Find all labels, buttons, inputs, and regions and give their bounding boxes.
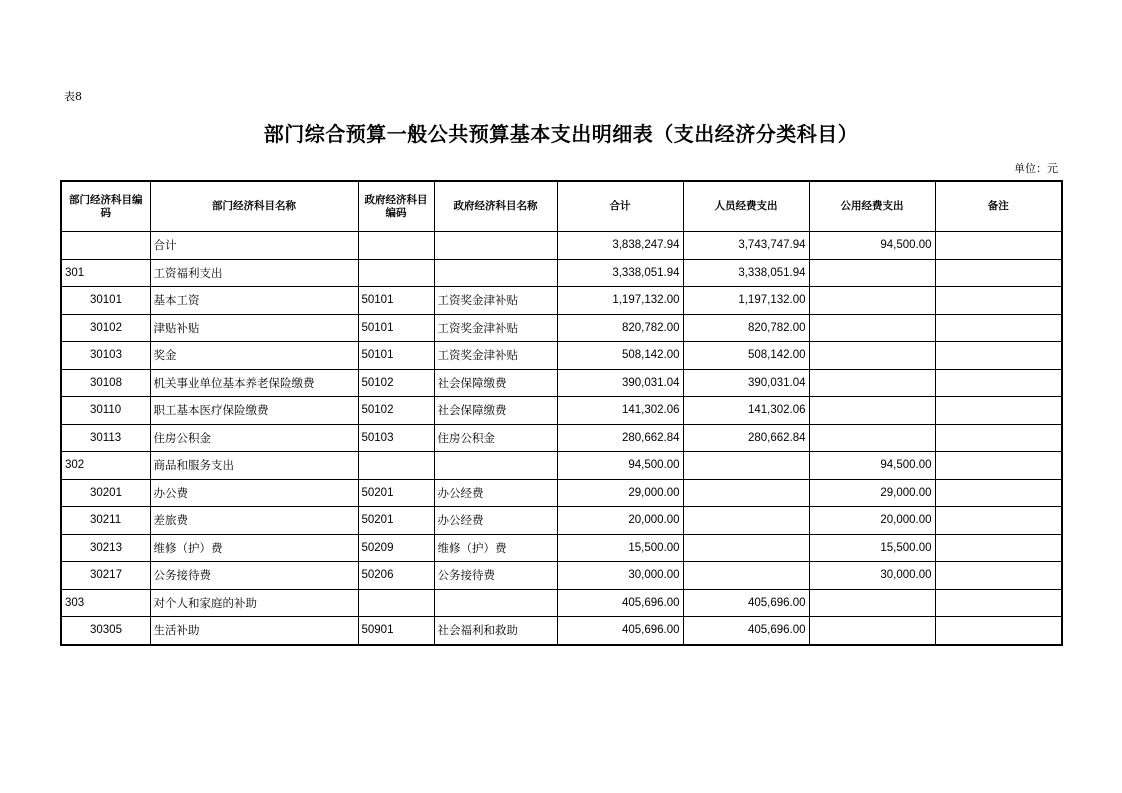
cell-dept-code: 30305 <box>61 617 150 645</box>
cell-personnel: 280,662.84 <box>683 424 809 452</box>
table-row <box>61 589 1062 617</box>
cell-dept-name: 合计 <box>150 232 358 260</box>
cell-remark <box>935 617 1062 645</box>
cell-personnel: 820,782.00 <box>683 314 809 342</box>
cell-dept-name: 奖金 <box>150 342 358 370</box>
cell-public: 94,500.00 <box>809 232 935 260</box>
table-header-row <box>61 181 1062 232</box>
cell-dept-code: 302 <box>61 452 150 480</box>
cell-public <box>809 397 935 425</box>
cell-public <box>809 259 935 287</box>
cell-remark <box>935 287 1062 315</box>
cell-remark <box>935 397 1062 425</box>
cell-public <box>809 287 935 315</box>
header-dept-code: 部门经济科目编码 <box>61 181 150 232</box>
cell-dept-name: 维修（护）费 <box>150 534 358 562</box>
cell-dept-code: 30113 <box>61 424 150 452</box>
cell-total: 29,000.00 <box>557 479 683 507</box>
table-row <box>61 424 1062 452</box>
cell-personnel: 405,696.00 <box>683 617 809 645</box>
table-row <box>61 287 1062 315</box>
cell-dept-name: 商品和服务支出 <box>150 452 358 480</box>
header-public: 公用经费支出 <box>809 181 935 232</box>
cell-dept-code: 303 <box>61 589 150 617</box>
cell-dept-code: 30103 <box>61 342 150 370</box>
cell-total: 405,696.00 <box>557 589 683 617</box>
cell-gov-name <box>434 232 557 260</box>
table-row <box>61 507 1062 535</box>
cell-dept-name: 工资福利支出 <box>150 259 358 287</box>
cell-remark <box>935 232 1062 260</box>
cell-dept-name: 差旅费 <box>150 507 358 535</box>
cell-dept-name: 津贴补贴 <box>150 314 358 342</box>
table-number: 表8 <box>64 90 82 103</box>
cell-gov-name: 公务接待费 <box>434 562 557 590</box>
cell-gov-code <box>358 452 434 480</box>
cell-remark <box>935 534 1062 562</box>
cell-remark <box>935 314 1062 342</box>
page-title: 部门综合预算一般公共预算基本支出明细表（支出经济分类科目） <box>263 122 859 146</box>
cell-remark <box>935 342 1062 370</box>
cell-public <box>809 342 935 370</box>
cell-gov-code <box>358 589 434 617</box>
cell-total: 30,000.00 <box>557 562 683 590</box>
cell-gov-name: 办公经费 <box>434 507 557 535</box>
cell-personnel: 3,338,051.94 <box>683 259 809 287</box>
cell-gov-name <box>434 589 557 617</box>
cell-total: 20,000.00 <box>557 507 683 535</box>
cell-total: 3,338,051.94 <box>557 259 683 287</box>
cell-gov-name: 工资奖金津补贴 <box>434 287 557 315</box>
cell-gov-code: 50101 <box>358 342 434 370</box>
cell-gov-code: 50206 <box>358 562 434 590</box>
cell-dept-code: 30101 <box>61 287 150 315</box>
cell-total: 94,500.00 <box>557 452 683 480</box>
cell-remark <box>935 589 1062 617</box>
cell-total: 390,031.04 <box>557 369 683 397</box>
cell-public: 29,000.00 <box>809 479 935 507</box>
cell-personnel <box>683 479 809 507</box>
cell-gov-code: 50102 <box>358 369 434 397</box>
header-personnel: 人员经费支出 <box>683 181 809 232</box>
cell-gov-code <box>358 232 434 260</box>
cell-dept-name: 办公费 <box>150 479 358 507</box>
cell-personnel: 141,302.06 <box>683 397 809 425</box>
cell-personnel: 390,031.04 <box>683 369 809 397</box>
table-row <box>61 534 1062 562</box>
cell-public <box>809 424 935 452</box>
cell-public <box>809 589 935 617</box>
cell-total: 141,302.06 <box>557 397 683 425</box>
header-gov-name: 政府经济科目名称 <box>434 181 557 232</box>
cell-total: 280,662.84 <box>557 424 683 452</box>
cell-dept-code <box>61 232 150 260</box>
cell-dept-code: 30213 <box>61 534 150 562</box>
table-row <box>61 452 1062 480</box>
table-row <box>61 397 1062 425</box>
cell-gov-name: 住房公积金 <box>434 424 557 452</box>
cell-public <box>809 369 935 397</box>
cell-remark <box>935 369 1062 397</box>
budget-table <box>60 180 1063 646</box>
cell-dept-name: 机关事业单位基本养老保险缴费 <box>150 369 358 397</box>
cell-dept-code: 30217 <box>61 562 150 590</box>
cell-public: 20,000.00 <box>809 507 935 535</box>
cell-public <box>809 617 935 645</box>
cell-dept-name: 对个人和家庭的补助 <box>150 589 358 617</box>
cell-dept-name: 职工基本医疗保险缴费 <box>150 397 358 425</box>
header-remark: 备注 <box>935 181 1062 232</box>
cell-public: 94,500.00 <box>809 452 935 480</box>
cell-remark <box>935 424 1062 452</box>
cell-remark <box>935 452 1062 480</box>
cell-gov-code: 50201 <box>358 479 434 507</box>
cell-dept-name: 公务接待费 <box>150 562 358 590</box>
cell-total: 3,838,247.94 <box>557 232 683 260</box>
cell-gov-code <box>358 259 434 287</box>
cell-dept-code: 30102 <box>61 314 150 342</box>
cell-dept-code: 30201 <box>61 479 150 507</box>
cell-personnel <box>683 507 809 535</box>
table-row <box>61 479 1062 507</box>
table-row <box>61 562 1062 590</box>
cell-dept-code: 30211 <box>61 507 150 535</box>
header-dept-name: 部门经济科目名称 <box>150 181 358 232</box>
cell-dept-code: 30108 <box>61 369 150 397</box>
cell-public <box>809 314 935 342</box>
cell-gov-code: 50102 <box>358 397 434 425</box>
cell-gov-name: 社会保障缴费 <box>434 397 557 425</box>
cell-total: 1,197,132.00 <box>557 287 683 315</box>
cell-personnel <box>683 562 809 590</box>
unit-label: 单位：元 <box>1014 162 1058 175</box>
table-row <box>61 617 1062 645</box>
cell-gov-code: 50103 <box>358 424 434 452</box>
cell-gov-name: 办公经费 <box>434 479 557 507</box>
cell-total: 15,500.00 <box>557 534 683 562</box>
table-row <box>61 259 1062 287</box>
cell-gov-name: 维修（护）费 <box>434 534 557 562</box>
cell-personnel: 405,696.00 <box>683 589 809 617</box>
cell-dept-code: 301 <box>61 259 150 287</box>
cell-gov-name: 社会保障缴费 <box>434 369 557 397</box>
cell-gov-code: 50101 <box>358 287 434 315</box>
cell-total: 405,696.00 <box>557 617 683 645</box>
cell-gov-name <box>434 259 557 287</box>
cell-personnel: 3,743,747.94 <box>683 232 809 260</box>
cell-total: 820,782.00 <box>557 314 683 342</box>
cell-remark <box>935 562 1062 590</box>
cell-gov-code: 50201 <box>358 507 434 535</box>
cell-public: 15,500.00 <box>809 534 935 562</box>
cell-total: 508,142.00 <box>557 342 683 370</box>
cell-remark <box>935 507 1062 535</box>
cell-gov-name: 工资奖金津补贴 <box>434 314 557 342</box>
cell-remark <box>935 259 1062 287</box>
cell-gov-name: 社会福利和救助 <box>434 617 557 645</box>
cell-personnel <box>683 452 809 480</box>
cell-gov-code: 50209 <box>358 534 434 562</box>
table-row <box>61 342 1062 370</box>
header-total: 合计 <box>557 181 683 232</box>
cell-personnel <box>683 534 809 562</box>
cell-gov-name <box>434 452 557 480</box>
header-gov-code: 政府经济科目编码 <box>358 181 434 232</box>
cell-dept-name: 生活补助 <box>150 617 358 645</box>
cell-public: 30,000.00 <box>809 562 935 590</box>
cell-personnel: 1,197,132.00 <box>683 287 809 315</box>
cell-personnel: 508,142.00 <box>683 342 809 370</box>
cell-gov-name: 工资奖金津补贴 <box>434 342 557 370</box>
cell-remark <box>935 479 1062 507</box>
cell-gov-code: 50101 <box>358 314 434 342</box>
cell-dept-name: 住房公积金 <box>150 424 358 452</box>
table-row <box>61 314 1062 342</box>
table-row <box>61 369 1062 397</box>
cell-dept-code: 30110 <box>61 397 150 425</box>
table-row <box>61 232 1062 260</box>
cell-dept-name: 基本工资 <box>150 287 358 315</box>
cell-gov-code: 50901 <box>358 617 434 645</box>
